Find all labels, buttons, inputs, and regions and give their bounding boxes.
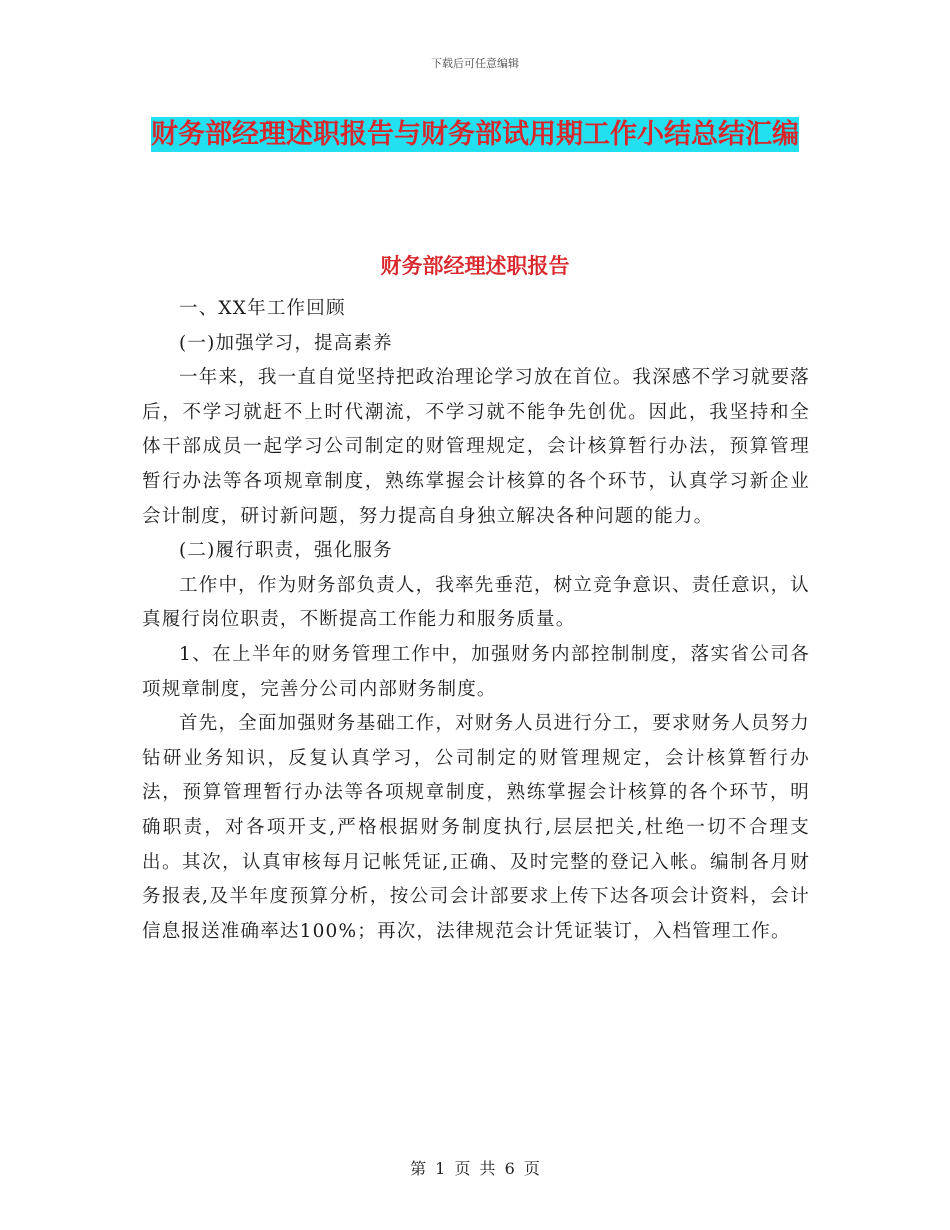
page-footer: 第 1 页 共 6 页	[410, 1159, 540, 1178]
body-text	[142, 292, 810, 949]
paragraph: (二)履行职责，强化服务	[179, 540, 393, 562]
paragraph: 工作中，作为财务部负责人，我率先垂范，树立竞争意识、责任意识，认真履行岗位职责，不断提高工作能力和服务质量。	[142, 574, 810, 631]
document-title	[140, 110, 810, 160]
document-title-text: 财务部经理述职报告与财务部试用期工作小结总结汇编	[151, 119, 799, 150]
paragraph: (一)加强学习，提高素养	[179, 332, 393, 354]
paragraph: 一年来，我一直自觉坚持把政治理论学习放在首位。我深感不学习就要落后，不学习就赶不上时代潮流，不学习就不能争先创优。因此，我坚持和全体干部成员一起学习公司制定的财管理规定，会计核算暂行办法，预算管理暂行办法等各项规章制度，熟练掌握会计核算的各个环节，认真学习新企业会计制度，研讨新问题，努力提高自身独立解决各种问题的能力。	[142, 367, 810, 527]
header-note: 下载后可任意编辑	[431, 57, 519, 70]
section-title: 财务部经理述职报告	[380, 254, 570, 278]
paragraph: 首先，全面加强财务基础工作，对财务人员进行分工，要求财务人员努力钻研业务知识，反复认真学习，公司制定的财管理规定，会计核算暂行办法，预算管理暂行办法等各项规章制度，熟练掌握会计核算的各个环节，明确职责，对各项开支,严格根据财务制度执行,层层把关,杜绝一切不合理支出。其次，认真审核每月记帐凭证,正确、及时完整的登记入帐。编制各月财务报表,及半年度预算分析，按公司会计部要求上传下达各项会计资料，会计信息报送准确率达100%；再次，法律规范会计凭证装订，入档管理工作。	[142, 713, 810, 942]
paragraph: 一、XX年工作回顾	[179, 298, 346, 319]
paragraph: 1、在上半年的财务管理工作中，加强财务内部控制制度，落实省公司各项规章制度，完善分公司内部财务制度。	[142, 643, 810, 700]
